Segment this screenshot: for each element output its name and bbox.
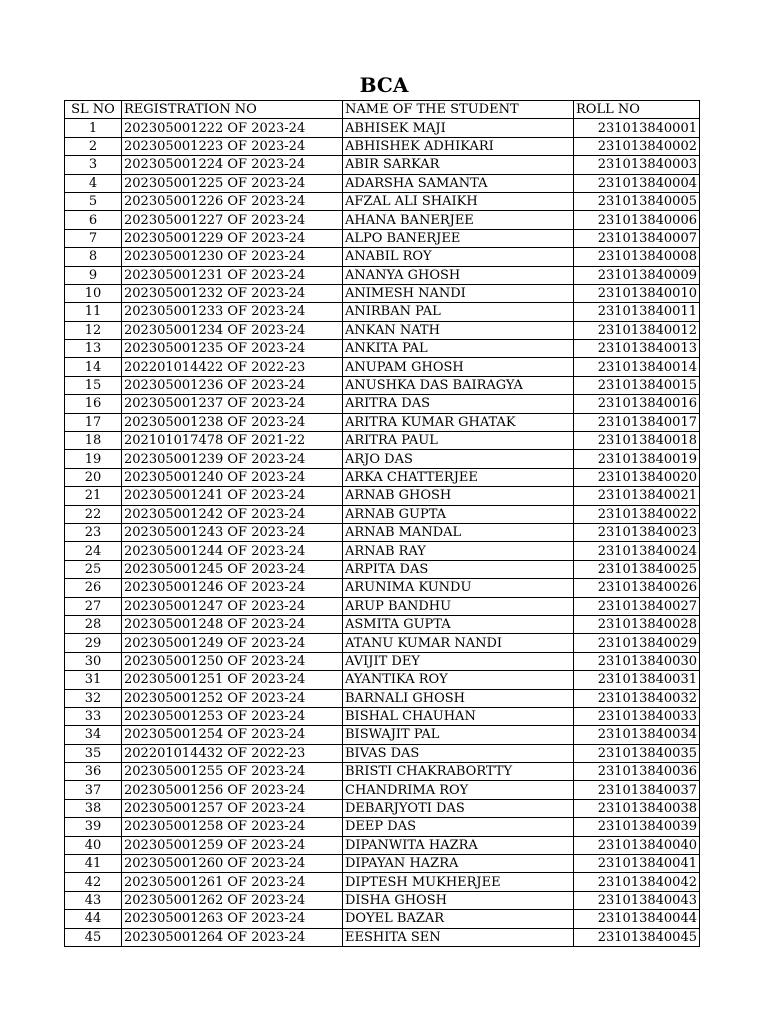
sl-no-cell: 14 — [65, 358, 122, 376]
registration-no-cell: 202305001225 OF 2023-24 — [122, 174, 343, 192]
sl-no-cell: 26 — [65, 579, 122, 597]
sl-no-cell: 17 — [65, 413, 122, 431]
table-row — [65, 873, 700, 891]
student-name-cell: EESHITA SEN — [343, 928, 574, 946]
registration-no-cell: 202305001238 OF 2023-24 — [122, 413, 343, 431]
sl-no-cell: 32 — [65, 689, 122, 707]
header-registration-no: REGISTRATION NO — [122, 101, 343, 119]
header-sl-no: SL NO — [65, 101, 122, 119]
registration-no-cell: 202305001233 OF 2023-24 — [122, 303, 343, 321]
sl-no-cell: 13 — [65, 340, 122, 358]
roll-no-cell: 231013840029 — [574, 634, 700, 652]
roll-no-cell: 231013840040 — [574, 836, 700, 854]
table-row — [65, 891, 700, 909]
table-row — [65, 211, 700, 229]
roll-no-cell: 231013840045 — [574, 928, 700, 946]
registration-no-cell: 202305001229 OF 2023-24 — [122, 229, 343, 247]
sl-no-cell: 43 — [65, 891, 122, 909]
table-row — [65, 119, 700, 137]
registration-no-cell: 202305001242 OF 2023-24 — [122, 505, 343, 523]
registration-no-cell: 202305001260 OF 2023-24 — [122, 855, 343, 873]
roll-no-cell: 231013840043 — [574, 891, 700, 909]
roll-no-cell: 231013840018 — [574, 432, 700, 450]
table-row — [65, 707, 700, 725]
table-row — [65, 818, 700, 836]
roll-no-cell: 231013840003 — [574, 156, 700, 174]
roll-no-cell: 231013840016 — [574, 395, 700, 413]
sl-no-cell: 22 — [65, 505, 122, 523]
table-row — [65, 836, 700, 854]
table-row — [65, 192, 700, 210]
registration-no-cell: 202305001253 OF 2023-24 — [122, 707, 343, 725]
table-row — [65, 376, 700, 394]
registration-no-cell: 202305001241 OF 2023-24 — [122, 487, 343, 505]
student-name-cell: ARJO DAS — [343, 450, 574, 468]
registration-no-cell: 202305001224 OF 2023-24 — [122, 156, 343, 174]
table-row — [65, 523, 700, 541]
student-name-cell: DEBARJYOTI DAS — [343, 799, 574, 817]
registration-no-cell: 202305001222 OF 2023-24 — [122, 119, 343, 137]
roll-no-cell: 231013840024 — [574, 542, 700, 560]
roll-no-cell: 231013840019 — [574, 450, 700, 468]
table-row — [65, 689, 700, 707]
table-row — [65, 395, 700, 413]
student-name-cell: AHANA BANERJEE — [343, 211, 574, 229]
table-row — [65, 634, 700, 652]
student-name-cell: ANABIL ROY — [343, 248, 574, 266]
sl-no-cell: 12 — [65, 321, 122, 339]
registration-no-cell: 202305001232 OF 2023-24 — [122, 284, 343, 302]
sl-no-cell: 42 — [65, 873, 122, 891]
sl-no-cell: 18 — [65, 432, 122, 450]
roll-no-cell: 231013840038 — [574, 799, 700, 817]
student-name-cell: ANKAN NATH — [343, 321, 574, 339]
sl-no-cell: 5 — [65, 192, 122, 210]
sl-no-cell: 10 — [65, 284, 122, 302]
sl-no-cell: 6 — [65, 211, 122, 229]
sl-no-cell: 37 — [65, 781, 122, 799]
table-row — [65, 303, 700, 321]
roll-no-cell: 231013840027 — [574, 597, 700, 615]
table-row — [65, 928, 700, 946]
table-row — [65, 560, 700, 578]
student-name-cell: ANUSHKA DAS BAIRAGYA — [343, 376, 574, 394]
sl-no-cell: 34 — [65, 726, 122, 744]
student-name-cell: AYANTIKA ROY — [343, 671, 574, 689]
sl-no-cell: 30 — [65, 652, 122, 670]
roll-no-cell: 231013840028 — [574, 615, 700, 633]
student-name-cell: BISHAL CHAUHAN — [343, 707, 574, 725]
roll-no-cell: 231013840042 — [574, 873, 700, 891]
registration-no-cell: 202305001243 OF 2023-24 — [122, 523, 343, 541]
registration-no-cell: 202305001256 OF 2023-24 — [122, 781, 343, 799]
table-row — [65, 726, 700, 744]
sl-no-cell: 8 — [65, 248, 122, 266]
roll-no-cell: 231013840033 — [574, 707, 700, 725]
registration-no-cell: 202305001240 OF 2023-24 — [122, 468, 343, 486]
registration-no-cell: 202305001258 OF 2023-24 — [122, 818, 343, 836]
student-name-cell: ASMITA GUPTA — [343, 615, 574, 633]
student-name-cell: ADARSHA SAMANTA — [343, 174, 574, 192]
sl-no-cell: 27 — [65, 597, 122, 615]
sl-no-cell: 15 — [65, 376, 122, 394]
student-name-cell: BRISTI CHAKRABORTTY — [343, 763, 574, 781]
roll-no-cell: 231013840001 — [574, 119, 700, 137]
header-student-name: NAME OF THE STUDENT — [343, 101, 574, 119]
roll-no-cell: 231013840023 — [574, 523, 700, 541]
student-name-cell: ARPITA DAS — [343, 560, 574, 578]
registration-no-cell: 202305001231 OF 2023-24 — [122, 266, 343, 284]
table-row — [65, 597, 700, 615]
registration-no-cell: 202305001246 OF 2023-24 — [122, 579, 343, 597]
student-name-cell: ARNAB MANDAL — [343, 523, 574, 541]
table-row — [65, 744, 700, 762]
sl-no-cell: 7 — [65, 229, 122, 247]
table-row — [65, 229, 700, 247]
sl-no-cell: 41 — [65, 855, 122, 873]
sl-no-cell: 19 — [65, 450, 122, 468]
table-row — [65, 340, 700, 358]
student-name-cell: ABHISHEK ADHIKARI — [343, 137, 574, 155]
student-name-cell: ABHISEK MAJI — [343, 119, 574, 137]
registration-no-cell: 202305001244 OF 2023-24 — [122, 542, 343, 560]
sl-no-cell: 40 — [65, 836, 122, 854]
sl-no-cell: 39 — [65, 818, 122, 836]
sl-no-cell: 35 — [65, 744, 122, 762]
table-row — [65, 542, 700, 560]
student-table — [64, 100, 700, 947]
roll-no-cell: 231013840004 — [574, 174, 700, 192]
table-row — [65, 156, 700, 174]
table-row — [65, 468, 700, 486]
registration-no-cell: 202305001255 OF 2023-24 — [122, 763, 343, 781]
sl-no-cell: 38 — [65, 799, 122, 817]
student-name-cell: ALPO BANERJEE — [343, 229, 574, 247]
sl-no-cell: 20 — [65, 468, 122, 486]
roll-no-cell: 231013840005 — [574, 192, 700, 210]
student-name-cell: AVIJIT DEY — [343, 652, 574, 670]
registration-no-cell: 202305001236 OF 2023-24 — [122, 376, 343, 394]
registration-no-cell: 202305001252 OF 2023-24 — [122, 689, 343, 707]
sl-no-cell: 28 — [65, 615, 122, 633]
roll-no-cell: 231013840034 — [574, 726, 700, 744]
sl-no-cell: 36 — [65, 763, 122, 781]
sl-no-cell: 21 — [65, 487, 122, 505]
sl-no-cell: 33 — [65, 707, 122, 725]
roll-no-cell: 231013840025 — [574, 560, 700, 578]
sl-no-cell: 23 — [65, 523, 122, 541]
student-name-cell: ANANYA GHOSH — [343, 266, 574, 284]
roll-no-cell: 231013840011 — [574, 303, 700, 321]
table-row — [65, 910, 700, 928]
registration-no-cell: 202101017478 OF 2021-22 — [122, 432, 343, 450]
student-name-cell: ANIRBAN PAL — [343, 303, 574, 321]
roll-no-cell: 231013840037 — [574, 781, 700, 799]
registration-no-cell: 202305001235 OF 2023-24 — [122, 340, 343, 358]
table-row — [65, 799, 700, 817]
registration-no-cell: 202305001247 OF 2023-24 — [122, 597, 343, 615]
table-body — [65, 119, 700, 947]
sl-no-cell: 11 — [65, 303, 122, 321]
registration-no-cell: 202201014422 OF 2022-23 — [122, 358, 343, 376]
student-name-cell: ABIR SARKAR — [343, 156, 574, 174]
registration-no-cell: 202305001248 OF 2023-24 — [122, 615, 343, 633]
roll-no-cell: 231013840044 — [574, 910, 700, 928]
registration-no-cell: 202305001261 OF 2023-24 — [122, 873, 343, 891]
student-name-cell: BIVAS DAS — [343, 744, 574, 762]
registration-no-cell: 202305001263 OF 2023-24 — [122, 910, 343, 928]
registration-no-cell: 202305001254 OF 2023-24 — [122, 726, 343, 744]
student-name-cell: ARNAB GUPTA — [343, 505, 574, 523]
roll-no-cell: 231013840022 — [574, 505, 700, 523]
roll-no-cell: 231013840007 — [574, 229, 700, 247]
student-name-cell: ARNAB RAY — [343, 542, 574, 560]
table-row — [65, 763, 700, 781]
table-row — [65, 284, 700, 302]
table-row — [65, 855, 700, 873]
table-row — [65, 358, 700, 376]
registration-no-cell: 202305001226 OF 2023-24 — [122, 192, 343, 210]
student-name-cell: CHANDRIMA ROY — [343, 781, 574, 799]
table-row — [65, 413, 700, 431]
registration-no-cell: 202305001259 OF 2023-24 — [122, 836, 343, 854]
sl-no-cell: 25 — [65, 560, 122, 578]
roll-no-cell: 231013840021 — [574, 487, 700, 505]
registration-no-cell: 202305001262 OF 2023-24 — [122, 891, 343, 909]
student-name-cell: DIPANWITA HAZRA — [343, 836, 574, 854]
roll-no-cell: 231013840012 — [574, 321, 700, 339]
page-title: BCA — [359, 73, 409, 97]
sl-no-cell: 24 — [65, 542, 122, 560]
registration-no-cell: 202305001249 OF 2023-24 — [122, 634, 343, 652]
table-row — [65, 266, 700, 284]
sl-no-cell: 16 — [65, 395, 122, 413]
student-name-cell: DISHA GHOSH — [343, 891, 574, 909]
student-name-cell: BARNALI GHOSH — [343, 689, 574, 707]
table-row — [65, 137, 700, 155]
table-row — [65, 321, 700, 339]
roll-no-cell: 231013840031 — [574, 671, 700, 689]
roll-no-cell: 231013840008 — [574, 248, 700, 266]
roll-no-cell: 231013840041 — [574, 855, 700, 873]
student-name-cell: AFZAL ALI SHAIKH — [343, 192, 574, 210]
table-row — [65, 432, 700, 450]
sl-no-cell: 29 — [65, 634, 122, 652]
table-row — [65, 505, 700, 523]
roll-no-cell: 231013840009 — [574, 266, 700, 284]
roll-no-cell: 231013840015 — [574, 376, 700, 394]
roll-no-cell: 231013840010 — [574, 284, 700, 302]
roll-no-cell: 231013840036 — [574, 763, 700, 781]
sl-no-cell: 3 — [65, 156, 122, 174]
table-row — [65, 615, 700, 633]
registration-no-cell: 202305001245 OF 2023-24 — [122, 560, 343, 578]
registration-no-cell: 202305001250 OF 2023-24 — [122, 652, 343, 670]
student-name-cell: ANIMESH NANDI — [343, 284, 574, 302]
registration-no-cell: 202305001234 OF 2023-24 — [122, 321, 343, 339]
roll-no-cell: 231013840026 — [574, 579, 700, 597]
roll-no-cell: 231013840020 — [574, 468, 700, 486]
registration-no-cell: 202305001251 OF 2023-24 — [122, 671, 343, 689]
student-name-cell: ANUPAM GHOSH — [343, 358, 574, 376]
registration-no-cell: 202305001239 OF 2023-24 — [122, 450, 343, 468]
registration-no-cell: 202305001257 OF 2023-24 — [122, 799, 343, 817]
registration-no-cell: 202305001227 OF 2023-24 — [122, 211, 343, 229]
table-row — [65, 781, 700, 799]
table-row — [65, 174, 700, 192]
sl-no-cell: 44 — [65, 910, 122, 928]
roll-no-cell: 231013840030 — [574, 652, 700, 670]
table-row — [65, 671, 700, 689]
roll-no-cell: 231013840002 — [574, 137, 700, 155]
student-name-cell: ANKITA PAL — [343, 340, 574, 358]
table-row — [65, 652, 700, 670]
roll-no-cell: 231013840035 — [574, 744, 700, 762]
table-row — [65, 450, 700, 468]
student-name-cell: ARKA CHATTERJEE — [343, 468, 574, 486]
student-name-cell: DIPAYAN HAZRA — [343, 855, 574, 873]
roll-no-cell: 231013840006 — [574, 211, 700, 229]
sl-no-cell: 45 — [65, 928, 122, 946]
header-roll-no: ROLL NO — [574, 101, 700, 119]
table-row — [65, 487, 700, 505]
student-name-cell: ARITRA DAS — [343, 395, 574, 413]
student-name-cell: ARNAB GHOSH — [343, 487, 574, 505]
student-name-cell: ARUP BANDHU — [343, 597, 574, 615]
roll-no-cell: 231013840039 — [574, 818, 700, 836]
sl-no-cell: 1 — [65, 119, 122, 137]
student-name-cell: ARITRA KUMAR GHATAK — [343, 413, 574, 431]
sl-no-cell: 4 — [65, 174, 122, 192]
roll-no-cell: 231013840014 — [574, 358, 700, 376]
roll-no-cell: 231013840032 — [574, 689, 700, 707]
student-name-cell: ATANU KUMAR NANDI — [343, 634, 574, 652]
student-name-cell: DEEP DAS — [343, 818, 574, 836]
student-name-cell: DOYEL BAZAR — [343, 910, 574, 928]
roll-no-cell: 231013840013 — [574, 340, 700, 358]
sl-no-cell: 2 — [65, 137, 122, 155]
registration-no-cell: 202305001223 OF 2023-24 — [122, 137, 343, 155]
sl-no-cell: 31 — [65, 671, 122, 689]
registration-no-cell: 202201014432 OF 2022-23 — [122, 744, 343, 762]
student-name-cell: DIPTESH MUKHERJEE — [343, 873, 574, 891]
registration-no-cell: 202305001230 OF 2023-24 — [122, 248, 343, 266]
table-row — [65, 248, 700, 266]
roll-no-cell: 231013840017 — [574, 413, 700, 431]
registration-no-cell: 202305001264 OF 2023-24 — [122, 928, 343, 946]
table-row — [65, 579, 700, 597]
student-name-cell: ARITRA PAUL — [343, 432, 574, 450]
sl-no-cell: 9 — [65, 266, 122, 284]
student-name-cell: ARUNIMA KUNDU — [343, 579, 574, 597]
table-header-row — [65, 101, 700, 119]
registration-no-cell: 202305001237 OF 2023-24 — [122, 395, 343, 413]
student-name-cell: BISWAJIT PAL — [343, 726, 574, 744]
